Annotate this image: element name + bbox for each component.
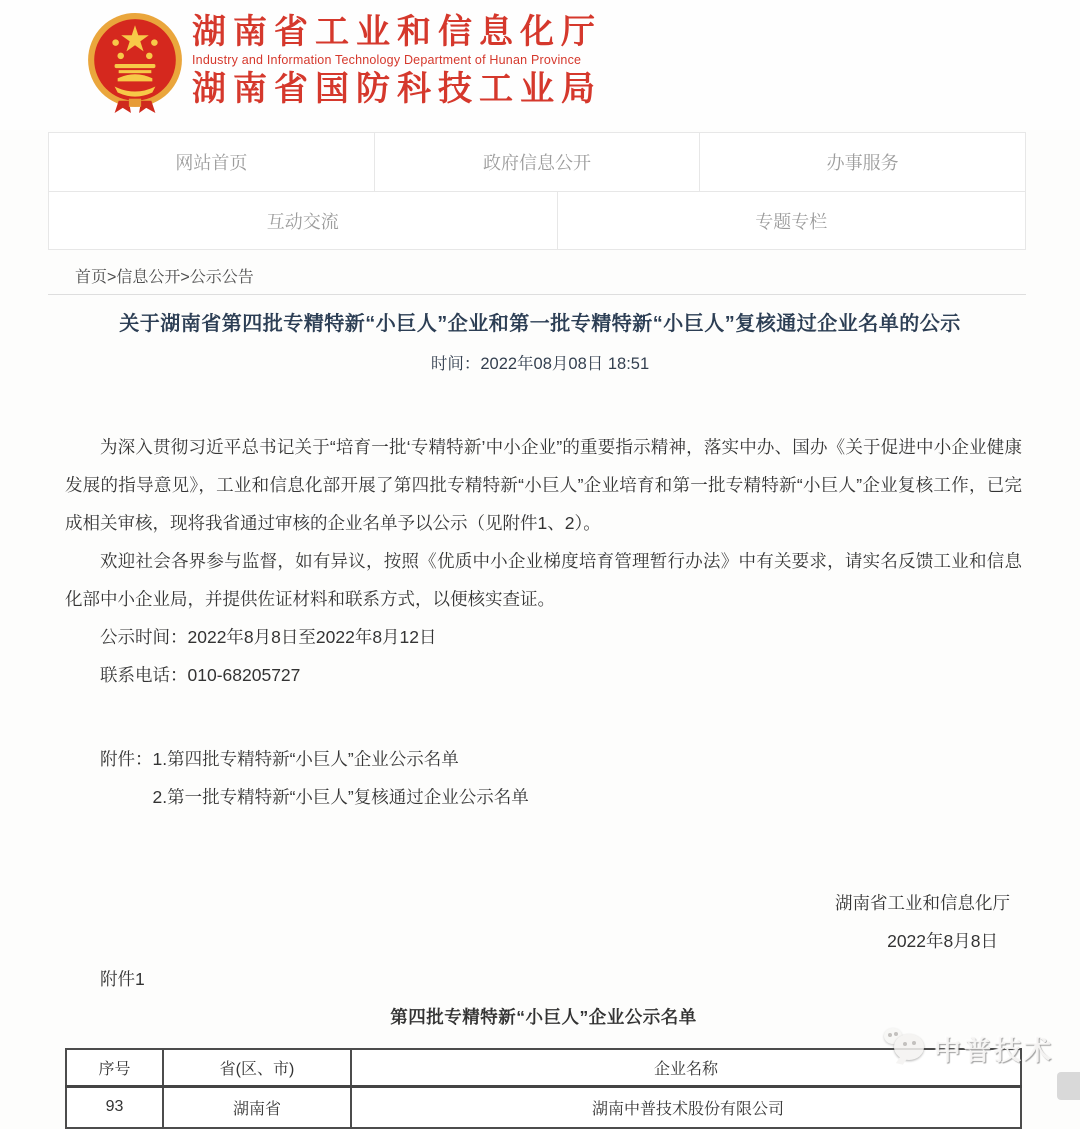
publicity-period: 公示时间：2022年8月8日至2022年8月12日: [100, 627, 437, 647]
floating-widget-button[interactable]: [1057, 1072, 1080, 1100]
breadcrumb-divider: [48, 294, 1026, 295]
table-row: [66, 1086, 1021, 1128]
nav-item-services[interactable]: 办事服务: [699, 133, 1025, 191]
site-header: [0, 0, 1080, 130]
attachments-list: [153, 740, 529, 816]
signature-org: 湖南省工业和信息化厅: [835, 893, 1010, 913]
attachments-block: [65, 740, 1022, 816]
national-emblem-icon: [84, 10, 186, 118]
attachment-item-1: 1.第四批专精特新“小巨人”企业公示名单: [152, 749, 459, 769]
nav-item-special-columns[interactable]: 专题专栏: [557, 192, 1025, 249]
paragraph-1: 为深入贯彻习近平总书记关于“培育一批‘专精特新’中小企业”的重要指示精神，落实中办、国办《关于促进中小企业健康发展的指导意见》，工业和信息化部开展了第四批专精特新“小巨人”企业培育和第一批专精特新“小巨人”企业复核工作，已完成相关审核，现将我省通过审核的企业名单予以公示（见附件1、2）。: [65, 437, 1022, 533]
nav-row-1: [49, 133, 1025, 191]
watermark-text: 中普技术: [934, 1035, 1054, 1066]
col-header-company: 企业名称: [351, 1049, 1021, 1086]
paragraph-2: 欢迎社会各界参与监督，如有异议，按照《优质中小企业梯度培育管理暂行办法》中有关要求，请实名反馈工业和信息化部中小企业局，并提供佐证材料和联系方式，以便核实查证。: [65, 551, 1022, 609]
org-name-line1: 湖南省工业和信息化厅: [192, 13, 602, 51]
cell-region: 湖南省: [163, 1086, 351, 1128]
signature-block: [65, 884, 1022, 960]
breadcrumb[interactable]: 首页>信息公开>公示公告: [75, 269, 254, 286]
publish-time: 时间：2022年08月08日 18:51: [430, 355, 650, 373]
page-title: 关于湖南省第四批专精特新“小巨人”企业和第一批专精特新“小巨人”复核通过企业名单的公示: [119, 313, 961, 335]
col-header-region: 省(区、市): [163, 1049, 351, 1086]
cell-serial: 93: [66, 1086, 163, 1128]
org-name-line2: 湖南省国防科技工业局: [192, 70, 602, 108]
annex-table: [65, 1048, 1022, 1129]
annex-table-title: 第四批专精特新“小巨人”企业公示名单: [390, 1007, 697, 1027]
annex-1-label: 附件1: [100, 969, 145, 989]
nav-item-gov-info[interactable]: 政府信息公开: [374, 133, 700, 191]
attachment-item-2: 2.第一批专精特新“小巨人”复核通过企业公示名单: [152, 787, 529, 807]
main-nav: [48, 132, 1026, 250]
cell-company: 湖南中普技术股份有限公司: [351, 1086, 1021, 1128]
nav-item-interaction[interactable]: 互动交流: [266, 211, 339, 232]
contact-phone: 联系电话：010-68205727: [100, 665, 301, 685]
attach-indent: [65, 740, 100, 816]
article-body: [65, 428, 1022, 1036]
nav-row-2: [49, 191, 1025, 249]
nav-item-home[interactable]: 网站首页: [175, 153, 248, 173]
attachments-label: 附件：: [100, 749, 153, 769]
col-header-serial: 序号: [66, 1049, 163, 1086]
signature-date: 2022年8月8日: [887, 931, 998, 951]
org-title-block: [192, 12, 602, 109]
table-header-row: [66, 1049, 1021, 1086]
org-name-english: Industry and Information Technology Department of Hunan Province: [192, 53, 582, 67]
